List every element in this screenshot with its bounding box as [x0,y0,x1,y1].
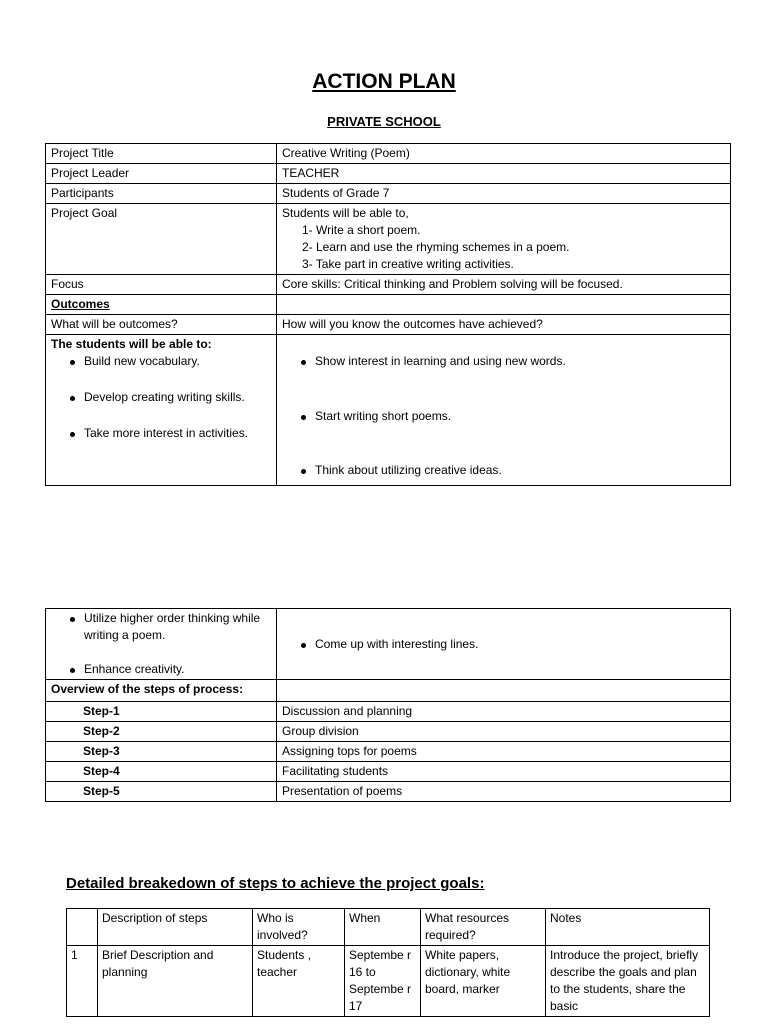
breakdown-heading: Detailed breakedown of steps to achieve the project goals: [66,875,485,892]
participants-label: Participants [46,184,277,204]
table-row [46,742,731,762]
table-row [46,702,731,722]
table-cell: Brief Description and planning [98,946,253,1017]
table-row [46,335,731,486]
outcomes-right-cell [277,335,731,486]
list-item: Come up with interesting lines. [282,636,725,653]
outcomes-right-cell [277,609,731,680]
step-description: Facilitating students [277,762,731,782]
list-item: Develop creating writing skills. [51,389,271,406]
table-row [46,184,731,204]
list-item: Start writing short poems. [282,408,725,425]
focus-label: Focus [46,275,277,295]
list-item: Enhance creativity. [51,661,271,678]
table-row [46,722,731,742]
list-item: Utilize higher order thinking while writing a poem. [51,610,271,644]
column-header: Description of steps [98,909,253,946]
table-row [46,609,731,680]
table-row [46,762,731,782]
step-label: Step-2 [46,722,277,742]
students-able-label: The students will be able to: [51,337,212,351]
step-label: Step-4 [46,762,277,782]
step-label: Step-3 [46,742,277,762]
empty-cell [277,295,731,315]
outcomes-label: Outcomes [46,295,277,315]
participants-value: Students of Grade 7 [277,184,731,204]
focus-value: Core skills: Critical thinking and Problem solving will be focused. [277,275,731,295]
action-plan-table [45,143,731,486]
list-item: Show interest in learning and using new words. [282,353,725,370]
column-header: When [345,909,421,946]
table-row [46,295,731,315]
table-row [46,782,731,802]
table-row [67,946,710,1017]
list-item: Think about utilizing creative ideas. [282,462,725,479]
goal-item: 3- Take part in creative writing activities. [302,257,514,271]
list-item: Build new vocabulary. [51,353,271,370]
step-description: Group division [277,722,731,742]
step-description: Discussion and planning [277,702,731,722]
steps-table [45,608,731,802]
table-cell: White papers, dictionary, white board, marker [421,946,546,1017]
table-row [46,204,731,275]
project-leader-value: TEACHER [277,164,731,184]
page-title: ACTION PLAN [312,70,456,93]
step-label: Step-1 [46,702,277,722]
table-row [46,315,731,335]
table-row [46,275,731,295]
column-header: What resources required? [421,909,546,946]
project-title-value: Creative Writing (Poem) [277,144,731,164]
project-goal-value [277,204,731,275]
table-header-row [67,909,710,946]
table-cell: Introduce the project, briefly describe the goals and plan to the students, share the basic [546,946,710,1017]
table-row [46,680,731,702]
outcomes-left-cell [46,609,277,680]
column-header: Notes [546,909,710,946]
project-title-label: Project Title [46,144,277,164]
breakdown-table [66,908,710,1017]
list-item: Take more interest in activities. [51,425,271,442]
goal-item: 2- Learn and use the rhyming schemes in a poem. [302,240,570,254]
goal-intro: Students will be able to, [282,206,409,220]
overview-label: Overview of the steps of process: [46,680,277,702]
step-label: Step-5 [46,782,277,802]
column-header: Who is involved? [253,909,345,946]
how-know-label: How will you know the outcomes have achieved? [277,315,731,335]
project-leader-label: Project Leader [46,164,277,184]
project-goal-label: Project Goal [46,204,277,275]
goal-item: 1- Write a short poem. [302,223,421,237]
empty-cell [277,680,731,702]
step-description: Assigning tops for poems [277,742,731,762]
column-header [67,909,98,946]
table-row [46,144,731,164]
what-outcomes-label: What will be outcomes? [46,315,277,335]
table-cell: Students , teacher [253,946,345,1017]
table-cell: 1 [67,946,98,1017]
step-description: Presentation of poems [277,782,731,802]
table-row [46,164,731,184]
page-subtitle: PRIVATE SCHOOL [327,114,441,129]
outcomes-left-cell [46,335,277,486]
table-cell: Septembe r 16 to Septembe r 17 [345,946,421,1017]
